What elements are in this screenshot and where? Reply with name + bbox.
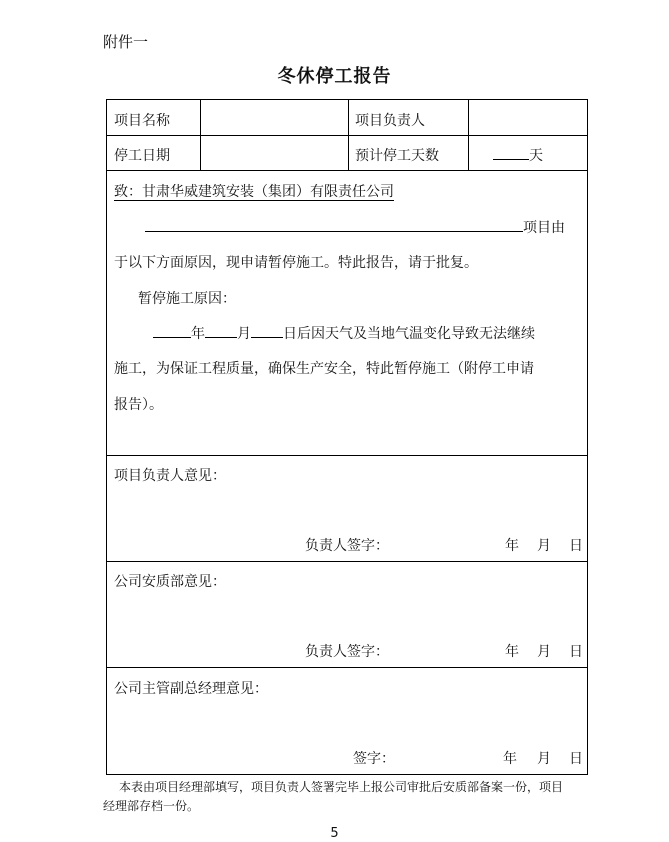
row-divider	[107, 135, 587, 136]
footer-note: 本表由项目经理部填写，项目负责人签署完毕上报公司审批后安质部备案一份，项目经理部存档一份。	[103, 780, 564, 813]
project-blank[interactable]	[145, 217, 523, 232]
row-divider	[107, 170, 587, 171]
reason-intro: 于以下方面原因，现申请暂停施工。特此报告，请于批复。	[114, 255, 478, 271]
day-blank[interactable]	[251, 323, 283, 338]
vp-signature-label: 签字：	[353, 751, 395, 767]
vp-date-year: 年	[503, 751, 517, 767]
project-line	[145, 217, 565, 237]
days-blank[interactable]	[493, 145, 529, 160]
vp-opinion-label: 公司主管副总经理意见：	[114, 681, 268, 697]
pm-date-year: 年	[505, 538, 519, 554]
row-divider	[107, 561, 587, 562]
estimated-days-field[interactable]	[493, 145, 543, 165]
reason-closing: 报告）。	[114, 397, 163, 413]
pm-date-month: 月	[537, 538, 551, 554]
safety-date-month: 月	[537, 644, 551, 660]
project-name-label: 项目名称	[114, 113, 170, 129]
stop-date-field[interactable]	[207, 145, 341, 163]
vp-date-day: 日	[569, 751, 583, 767]
row-divider	[107, 455, 587, 456]
page-title: 冬休停工报告	[277, 66, 392, 87]
project-line-suffix: 项目由	[523, 220, 565, 236]
year-blank[interactable]	[153, 323, 191, 338]
days-unit: 天	[529, 148, 543, 164]
column-divider	[348, 100, 349, 170]
safety-date-year: 年	[505, 644, 519, 660]
stop-date-label: 停工日期	[114, 148, 170, 164]
project-name-field[interactable]	[207, 110, 341, 128]
safety-date-day: 日	[569, 644, 583, 660]
reason-continued: 施工，为保证工程质量，确保生产安全，特此暂停施工（附停工申请	[114, 361, 534, 377]
project-manager-field[interactable]	[475, 110, 581, 128]
safety-opinion-label: 公司安质部意见：	[114, 574, 226, 590]
row-divider	[107, 667, 587, 668]
column-divider	[200, 100, 201, 170]
date-reason-line	[153, 323, 535, 343]
attachment-label: 附件一	[103, 33, 149, 51]
pm-date-day: 日	[569, 538, 583, 554]
page-number: 5	[330, 826, 339, 841]
vp-date-month: 月	[537, 751, 551, 767]
month-char: 月	[237, 326, 251, 342]
column-divider	[468, 100, 469, 170]
pm-signature-label: 负责人签字：	[305, 538, 389, 554]
month-blank[interactable]	[205, 323, 237, 338]
recipient-company: 致：甘肃华威建筑安装（集团）有限责任公司	[114, 184, 394, 200]
project-manager-label: 项目负责人	[355, 113, 425, 129]
reason-heading: 暂停施工原因：	[138, 291, 236, 307]
report-form-table	[106, 99, 588, 775]
recipient-line	[114, 181, 394, 201]
estimated-days-label: 预计停工天数	[355, 148, 439, 164]
year-char: 年	[191, 326, 205, 342]
safety-signature-label: 负责人签字：	[305, 644, 389, 660]
pm-opinion-label: 项目负责人意见：	[114, 468, 226, 484]
reason-text: 日后因天气及当地气温变化导致无法继续	[283, 326, 535, 342]
